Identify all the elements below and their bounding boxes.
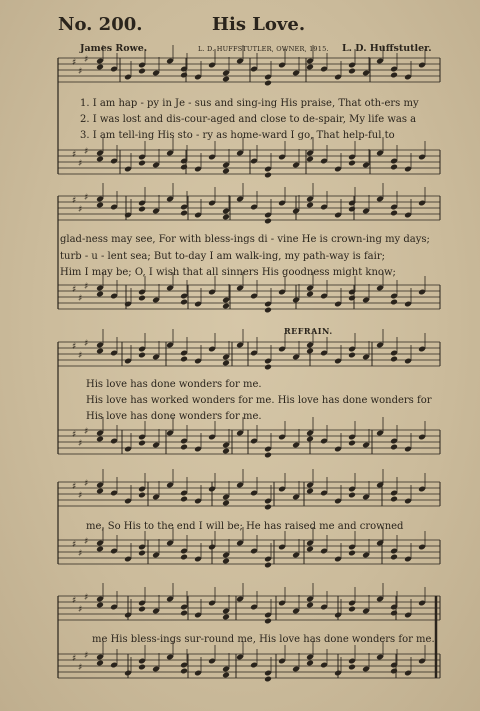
- note-head: [306, 348, 314, 355]
- sharp-sign: ♯: [72, 58, 77, 68]
- lyric-line: His love has done wonders for me.: [86, 379, 262, 390]
- note-head: [138, 352, 146, 359]
- note-head: [222, 168, 230, 175]
- note-head: [264, 452, 272, 459]
- sharp-sign: ♯: [72, 596, 77, 606]
- lyric-line: turb - u - lent sea; But to-day I am walk-ing, my path-way is fair;: [60, 251, 385, 262]
- sharp-sign: ♯: [78, 159, 83, 169]
- note-head: [348, 550, 356, 557]
- sharp-sign: ♯: [78, 605, 83, 615]
- note-head: [222, 558, 230, 565]
- note-head: [264, 676, 272, 683]
- sharp-sign: ♯: [72, 342, 77, 352]
- note-head: [138, 550, 146, 557]
- sharp-sign: ♯: [78, 663, 83, 673]
- sharp-sign: ♯: [78, 491, 83, 501]
- note-head: [390, 164, 398, 171]
- note-head: [306, 291, 314, 298]
- note-head: [138, 492, 146, 499]
- note-head: [306, 488, 314, 495]
- sharp-sign: ♯: [84, 339, 89, 349]
- lyric-line: His love has done wonders for me.: [86, 411, 262, 422]
- note-head: [264, 562, 272, 569]
- note-head: [222, 614, 230, 621]
- note-head: [348, 352, 356, 359]
- sharp-sign: ♯: [78, 439, 83, 449]
- note-head: [180, 496, 188, 503]
- sharp-sign: ♯: [72, 482, 77, 492]
- lyric-line: me His bless-ings sur-round me, His love has done wonders for me.: [92, 634, 435, 645]
- note-head: [180, 72, 188, 79]
- note-head: [390, 496, 398, 503]
- note-head: [138, 664, 146, 671]
- note-head: [348, 606, 356, 613]
- note-head: [306, 602, 314, 609]
- note-head: [96, 488, 104, 495]
- note-head: [180, 164, 188, 171]
- note-head: [96, 546, 104, 553]
- note-head: [348, 295, 356, 302]
- note-head: [264, 504, 272, 511]
- note-head: [138, 68, 146, 75]
- note-head: [180, 444, 188, 451]
- sharp-sign: ♯: [84, 193, 89, 203]
- refrain-label: REFRAIN.: [284, 326, 333, 336]
- note-head: [390, 356, 398, 363]
- note-head: [180, 210, 188, 217]
- sharp-sign: ♯: [72, 654, 77, 664]
- note-head: [222, 360, 230, 367]
- note-head: [264, 80, 272, 87]
- note-head: [390, 610, 398, 617]
- note-head: [138, 440, 146, 447]
- note-head: [180, 299, 188, 306]
- sharp-sign: ♯: [84, 537, 89, 547]
- note-head: [390, 299, 398, 306]
- note-head: [390, 668, 398, 675]
- note-head: [96, 348, 104, 355]
- note-head: [222, 500, 230, 507]
- note-head: [180, 668, 188, 675]
- note-head: [264, 618, 272, 625]
- note-head: [96, 156, 104, 163]
- sharp-sign: ♯: [84, 427, 89, 437]
- sharp-sign: ♯: [72, 150, 77, 160]
- note-head: [348, 440, 356, 447]
- lyric-line: 1. I am hap - py in Je - sus and sing-ing His praise, That oth-ers my: [80, 98, 419, 109]
- note-head: [390, 444, 398, 451]
- note-head: [390, 210, 398, 217]
- note-head: [264, 364, 272, 371]
- sharp-sign: ♯: [78, 67, 83, 77]
- note-head: [180, 610, 188, 617]
- note-head: [264, 172, 272, 179]
- note-head: [306, 436, 314, 443]
- note-head: [222, 448, 230, 455]
- sharp-sign: ♯: [84, 282, 89, 292]
- note-head: [264, 307, 272, 314]
- lyric-line: His love has worked wonders for me. His love has done wonders for: [86, 395, 432, 406]
- note-head: [138, 295, 146, 302]
- sharp-sign: ♯: [78, 549, 83, 559]
- note-head: [180, 554, 188, 561]
- note-head: [306, 156, 314, 163]
- note-head: [390, 72, 398, 79]
- note-head: [96, 602, 104, 609]
- note-head: [96, 291, 104, 298]
- note-head: [306, 64, 314, 71]
- note-head: [348, 492, 356, 499]
- hymn-number: No. 200.: [58, 14, 143, 35]
- note-head: [348, 206, 356, 213]
- sharp-sign: ♯: [78, 205, 83, 215]
- note-head: [138, 206, 146, 213]
- sharp-sign: ♯: [78, 294, 83, 304]
- sharp-sign: ♯: [72, 285, 77, 295]
- note-head: [96, 202, 104, 209]
- composer-credit: L. D. Huffstutler.: [342, 43, 432, 54]
- note-head: [222, 214, 230, 221]
- lyric-line: me, So His to the end I will be; He has raised me and crowned: [86, 521, 404, 532]
- lyric-line: 3. I am tell-ing His sto - ry as home-ward I go, That help-ful to: [80, 130, 395, 141]
- sharp-sign: ♯: [84, 651, 89, 661]
- sharp-sign: ♯: [84, 479, 89, 489]
- note-head: [222, 303, 230, 310]
- note-head: [96, 660, 104, 667]
- note-head: [306, 202, 314, 209]
- note-head: [138, 160, 146, 167]
- note-head: [222, 76, 230, 83]
- sharp-sign: ♯: [84, 593, 89, 603]
- note-head: [264, 218, 272, 225]
- note-head: [222, 672, 230, 679]
- note-head: [96, 436, 104, 443]
- sharp-sign: ♯: [84, 55, 89, 65]
- note-head: [390, 554, 398, 561]
- copyright-owner: L. D. HUFFSTUTLER, OWNER, 1915.: [198, 45, 329, 53]
- sharp-sign: ♯: [72, 540, 77, 550]
- sharp-sign: ♯: [78, 351, 83, 361]
- note-head: [348, 160, 356, 167]
- note-head: [348, 664, 356, 671]
- note-head: [306, 660, 314, 667]
- sharp-sign: ♯: [84, 147, 89, 157]
- note-head: [348, 68, 356, 75]
- note-head: [306, 546, 314, 553]
- note-head: [180, 356, 188, 363]
- sharp-sign: ♯: [72, 430, 77, 440]
- lyricist-credit: James Rowe.: [80, 43, 148, 54]
- note-head: [138, 606, 146, 613]
- sharp-sign: ♯: [72, 196, 77, 206]
- lyric-line: 2. I was lost and dis-cour-aged and close to de-spair, My life was a: [80, 114, 417, 125]
- lyric-line: glad-ness may see, For with bless-ings di - vine He is crown-ing my days;: [60, 234, 430, 245]
- hymn-title: His Love.: [212, 14, 306, 35]
- lyric-line: Him I may be; O, I wish that all sinners His goodness might know;: [60, 267, 396, 278]
- note-head: [96, 64, 104, 71]
